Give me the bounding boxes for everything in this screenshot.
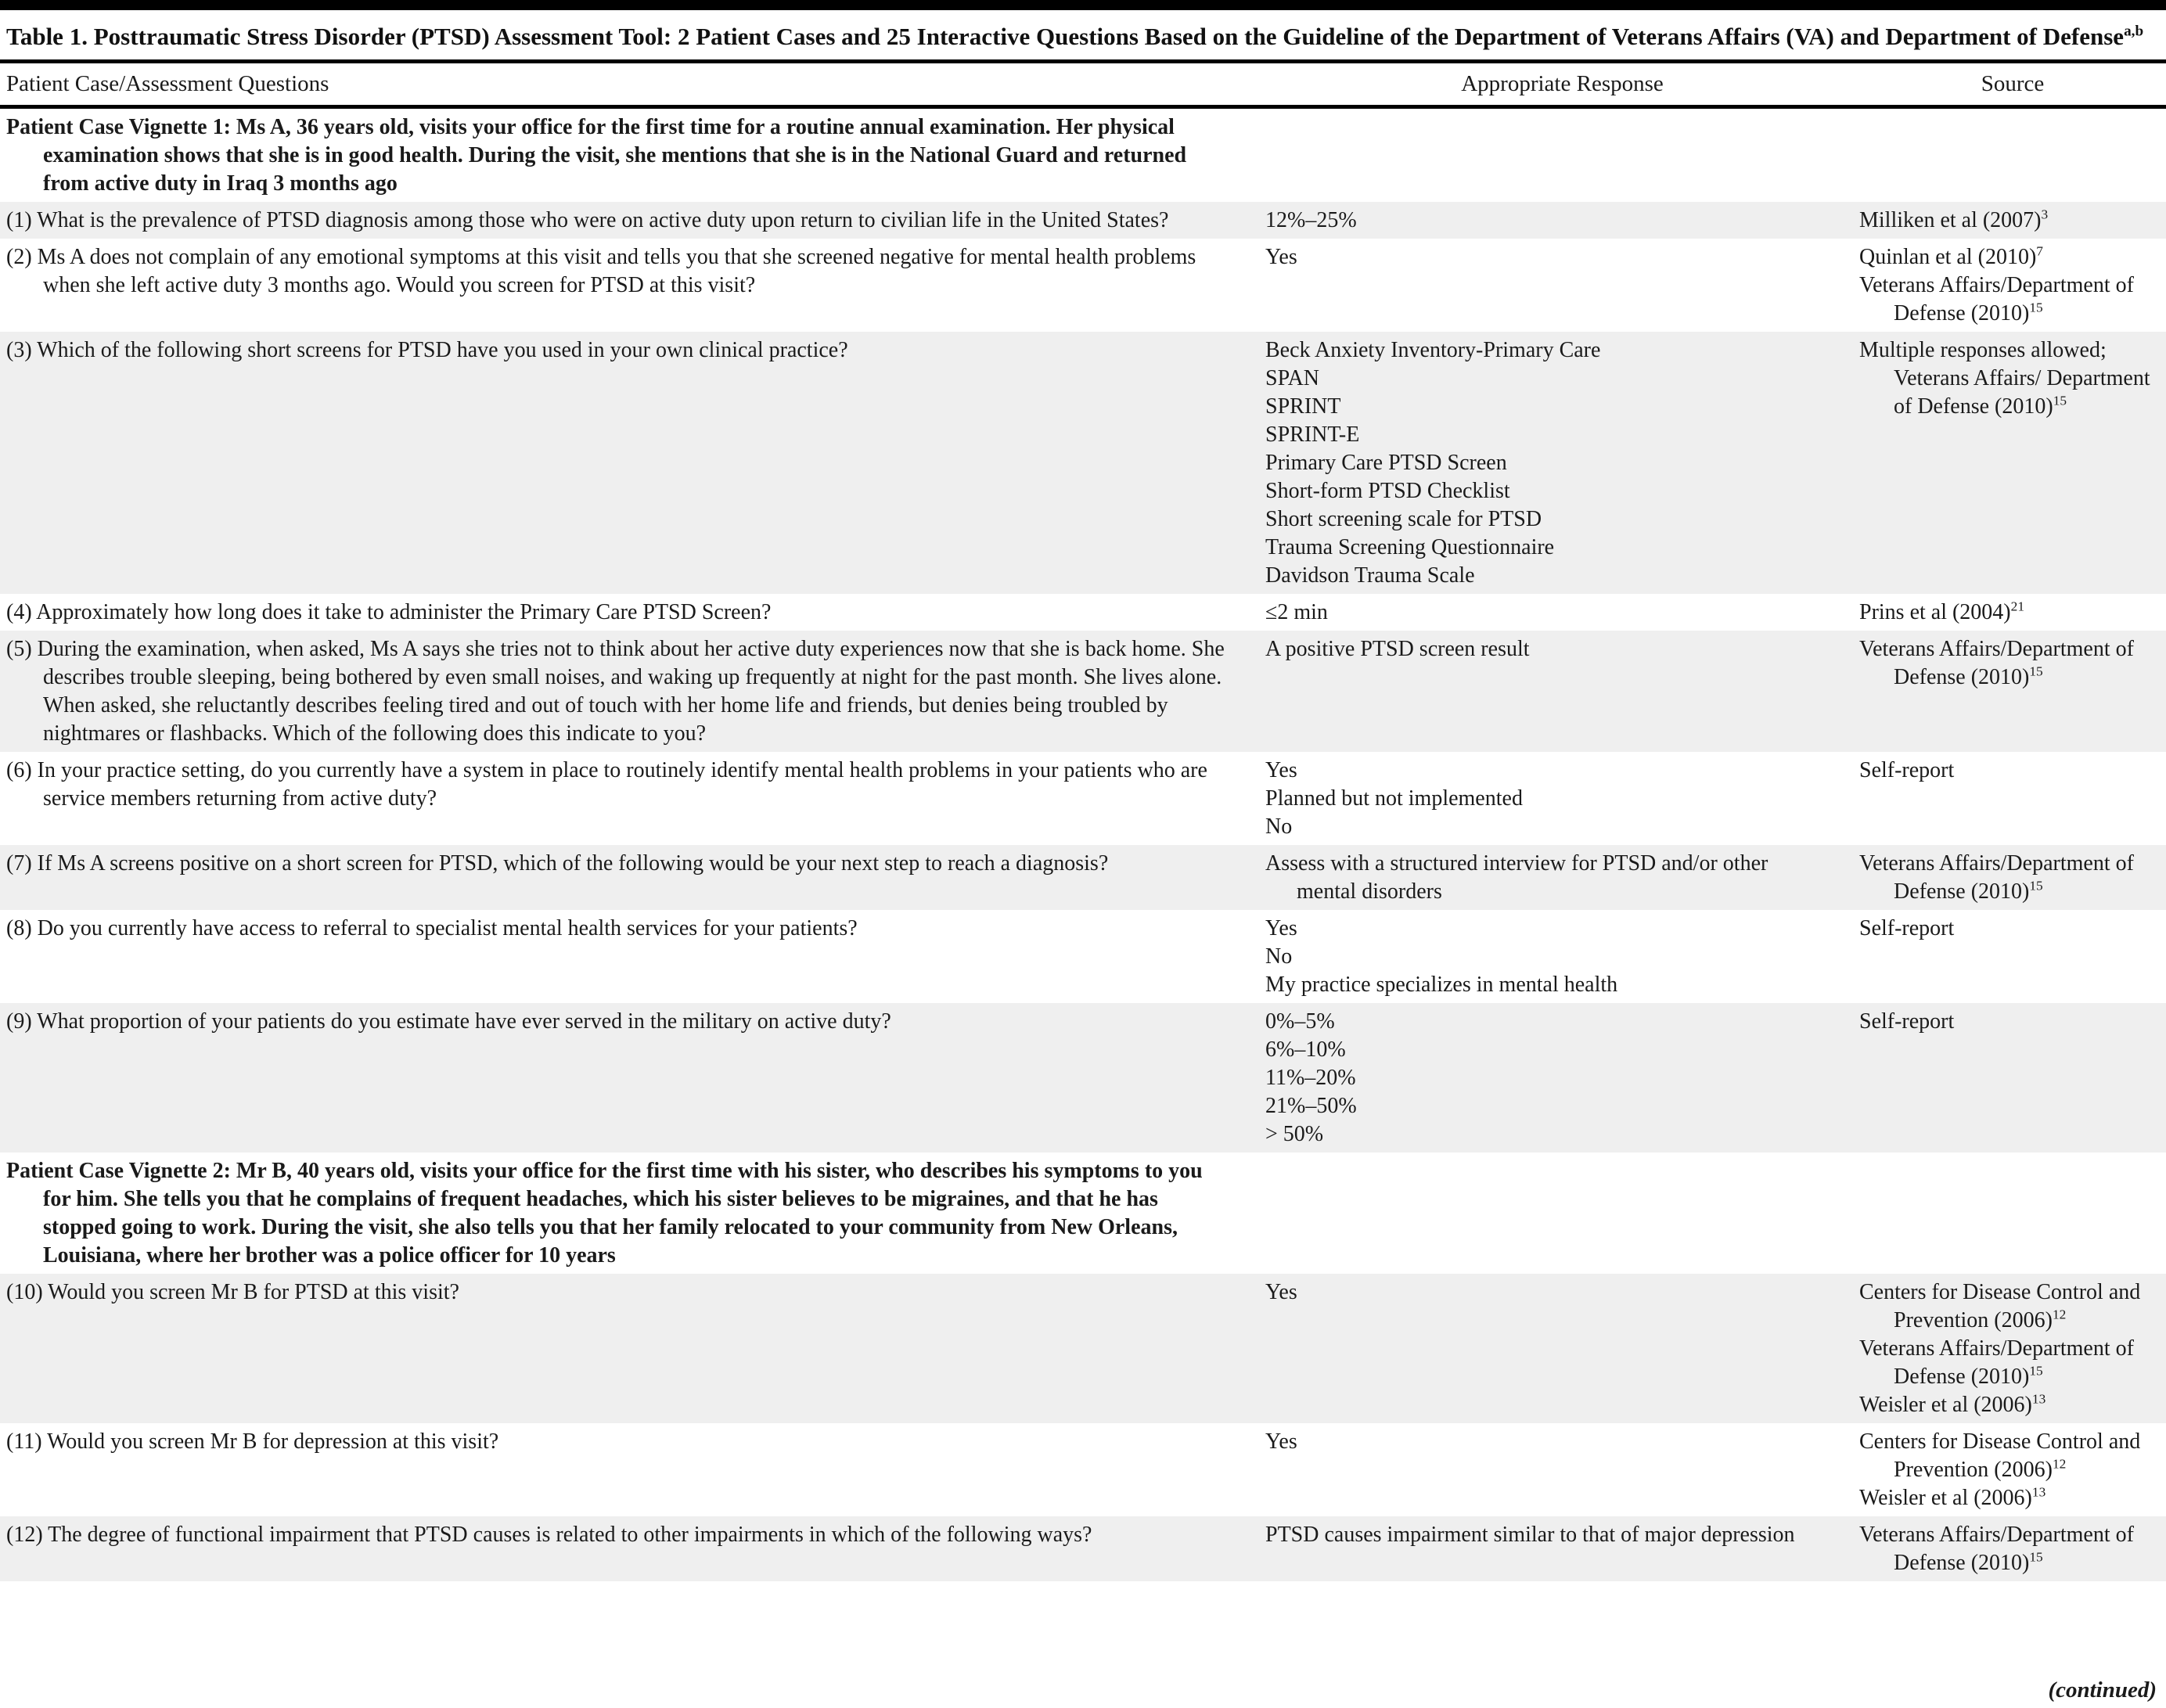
response-option: Trauma Screening Questionnaire (1265, 535, 1555, 559)
question-cell: (9) What proportion of your patients do you estimate have ever served in the military on active duty? (6, 1009, 891, 1034)
response-option: SPRINT-E (1265, 423, 1360, 447)
table-row (0, 239, 2166, 332)
citation-reference-number: 15 (2029, 1363, 2043, 1379)
response-option: No (1265, 814, 1293, 839)
response-cell (1265, 850, 1859, 906)
response-cell (1265, 207, 1859, 235)
col-header-source: Source (1981, 71, 2045, 96)
source-cell (1859, 915, 2166, 999)
col-header-appropriate-response: Appropriate Response (1461, 71, 1664, 96)
source-cell (1859, 850, 2166, 906)
source-cell (1859, 599, 2166, 627)
question-cell: (8) Do you currently have access to referral to specialist mental health services for your patients? (6, 916, 858, 940)
response-option: Yes (1265, 1429, 1297, 1454)
response-option: Yes (1265, 758, 1297, 782)
citation-reference-number: 13 (2031, 1484, 2046, 1500)
response-cell (1265, 599, 1859, 627)
response-option: SPAN (1265, 366, 1320, 390)
continued-label: (continued) (2048, 1677, 2157, 1703)
response-option: SPRINT (1265, 394, 1341, 419)
source-cell (1859, 635, 2166, 748)
table-row (0, 594, 2166, 631)
response-cell (1265, 915, 1859, 999)
table-row (0, 845, 2166, 910)
source-citation: Centers for Disease Control and Prevention $(2006)^{12}$ (1859, 1429, 2141, 1482)
source-citation: Quinlan et al $(2010)^7$ (1859, 243, 2043, 269)
response-option: > 50% (1265, 1122, 1324, 1146)
response-cell (1265, 243, 1859, 328)
response-option: Short screening scale for PTSD (1265, 507, 1542, 531)
response-cell (1265, 1521, 1859, 1577)
source-citation: Veterans Affairs/Department of Defense $(2010)^{15}$ (1859, 851, 2134, 904)
question-cell: (4) Approximately how long does it take to administer the Primary Care PTSD Screen? (6, 600, 772, 624)
response-option: Primary Care PTSD Screen (1265, 451, 1507, 475)
table-row (0, 1516, 2166, 1581)
response-cell (1265, 635, 1859, 748)
citation-reference-number: 15 (2029, 300, 2043, 315)
response-option: 12%–25% (1265, 208, 1357, 232)
source-citation: Weisler et al $(2006)^{13}$ (1859, 1391, 2046, 1417)
source-cell (1859, 1278, 2166, 1419)
citation-reference-number: 12 (2052, 1307, 2067, 1322)
table-row (0, 332, 2166, 594)
response-option: ≤2 min (1265, 600, 1328, 624)
citation-reference-number: 21 (2010, 599, 2024, 614)
source-citation: Weisler et al $(2006)^{13}$ (1859, 1484, 2046, 1510)
table-row (0, 1003, 2166, 1152)
question-cell: (12) The degree of functional impairment that PTSD causes is related to other impairments in which of the following ways? (6, 1523, 1092, 1547)
source-citation: Veterans Affairs/Department of Defense $(2010)^{15}$ (1859, 1336, 2134, 1389)
response-cell (1265, 757, 1859, 841)
citation-reference-number: 3 (2041, 207, 2049, 222)
source-citation: Veterans Affairs/Department of Defense $(2010)^{15}$ (1859, 273, 2134, 325)
vignette-header: Patient Case Vignette 1: Ms A, 36 years old, visits your office for the first time for a routine annual examination. Her physical examination shows that she is in good health. During the visit, she mentions that she is in the National Guard and returned from active duty in Iraq 3 months ago (0, 109, 1221, 202)
response-option: Short-form PTSD Checklist (1265, 479, 1510, 503)
source-cell (1859, 243, 2166, 328)
citation-reference-number: 13 (2031, 1391, 2046, 1407)
response-option: 0%–5% (1265, 1009, 1335, 1034)
column-header-row (0, 63, 2166, 105)
response-option: Yes (1265, 916, 1297, 940)
source-citation: Self-report (1859, 916, 1955, 940)
table-title-text: Table 1. Posttraumatic Stress Disorder (PTSD) Assessment Tool: 2 Patient Cases and 25 Interactive Questions Based on the Guideline of the Department of Veterans Affairs (VA) and Department of Defense (6, 23, 2125, 50)
response-option: PTSD causes impairment similar to that of major depression (1265, 1523, 1795, 1547)
table-row (0, 1274, 2166, 1423)
response-cell (1265, 1278, 1859, 1419)
col-header-questions: Patient Case/Assessment Questions (6, 71, 329, 96)
citation-reference-number: 15 (2053, 393, 2067, 408)
response-option: Yes (1265, 245, 1297, 269)
response-option: Beck Anxiety Inventory-Primary Care (1265, 338, 1601, 362)
question-cell: (6) In your practice setting, do you currently have a system in place to routinely identify mental health problems in your patients who are service members returning from active duty? (6, 758, 1207, 811)
citation-reference-number: 12 (2052, 1456, 2067, 1472)
source-citation: Centers for Disease Control and Prevention $(2006)^{12}$ (1859, 1280, 2141, 1332)
table-row (0, 910, 2166, 1003)
source-citation: Milliken et al $(2007)^3$ (1859, 207, 2049, 232)
response-option: 11%–20% (1265, 1066, 1356, 1090)
table-top-rule (0, 0, 2166, 10)
citation-reference-number: 15 (2029, 878, 2043, 894)
response-option: Davidson Trauma Scale (1265, 563, 1475, 588)
question-cell: (5) During the examination, when asked, Ms A says she tries not to think about her active duty experiences now that she is back home. She describes trouble sleeping, being bothered by even small noises, and waking up frequently at night for the past month. She lives alone. When asked, she reluctantly describes feeling tired and out of touch with her home life and friends, but denies being troubled by nightmares or flashbacks. Which of the following does this indicate to you? (6, 637, 1225, 746)
response-cell (1265, 1008, 1859, 1149)
source-cell (1859, 1428, 2166, 1512)
citation-reference-number: 7 (2036, 243, 2043, 259)
table-title-footnote-marker: a,b (2124, 23, 2144, 40)
response-option: Planned but not implemented (1265, 786, 1523, 811)
question-cell: (2) Ms A does not complain of any emotional symptoms at this visit and tells you that she screened negative for mental health problems when she left active duty 3 months ago. Would you screen for PTSD at this visit? (6, 245, 1196, 297)
source-citation: Multiple responses allowed; Veterans Affairs/ Department of Defense $(2010)^{15}$ (1859, 338, 2150, 419)
source-citation: Self-report (1859, 758, 1955, 782)
response-option: 6%–10% (1265, 1037, 1346, 1062)
response-option: My practice specializes in mental health (1265, 973, 1618, 997)
source-cell (1859, 1521, 2166, 1577)
response-cell (1265, 336, 1859, 590)
question-cell: (11) Would you screen Mr B for depression at this visit? (6, 1429, 499, 1454)
source-cell (1859, 1008, 2166, 1149)
citation-reference-number: 15 (2029, 1549, 2043, 1565)
question-cell: (10) Would you screen Mr B for PTSD at this visit? (6, 1280, 459, 1304)
table-row (0, 631, 2166, 752)
table-row (0, 1423, 2166, 1516)
vignette-header: Patient Case Vignette 2: Mr B, 40 years old, visits your office for the first time with his sister, who describes his symptoms to you for him. She tells you that he complains of frequent headaches, which his sister believes to be migraines, and that he has stopped going to work. During the visit, she also tells you that her family relocated to your community from New Orleans, Louisiana, where her brother was a police officer for 10 years (0, 1152, 1221, 1274)
table-row (0, 202, 2166, 239)
question-cell: (7) If Ms A screens positive on a short screen for PTSD, which of the following would be your next step to reach a diagnosis? (6, 851, 1109, 876)
source-cell (1859, 207, 2166, 235)
source-citation: Veterans Affairs/Department of Defense $(2010)^{15}$ (1859, 1523, 2134, 1575)
question-cell: (3) Which of the following short screens for PTSD have you used in your own clinical practice? (6, 338, 848, 362)
source-cell (1859, 336, 2166, 590)
response-option: Yes (1265, 1280, 1297, 1304)
response-option: No (1265, 944, 1293, 969)
source-citation: Self-report (1859, 1009, 1955, 1034)
source-citation: Veterans Affairs/Department of Defense $(2010)^{15}$ (1859, 637, 2134, 689)
response-option: 21%–50% (1265, 1094, 1357, 1118)
response-option: A positive PTSD screen result (1265, 637, 1530, 661)
source-citation: Prins et al $(2004)^{21}$ (1859, 599, 2024, 624)
citation-reference-number: 15 (2029, 663, 2043, 679)
response-option: Assess with a structured interview for PTSD and/or other mental disorders (1265, 851, 1768, 904)
assessment-table-body (0, 109, 2166, 1581)
question-cell: (1) What is the prevalence of PTSD diagnosis among those who were on active duty upon return to civilian life in the United States? (6, 208, 1169, 232)
table-title (0, 10, 2166, 59)
response-cell (1265, 1428, 1859, 1512)
source-cell (1859, 757, 2166, 841)
table-row (0, 752, 2166, 845)
